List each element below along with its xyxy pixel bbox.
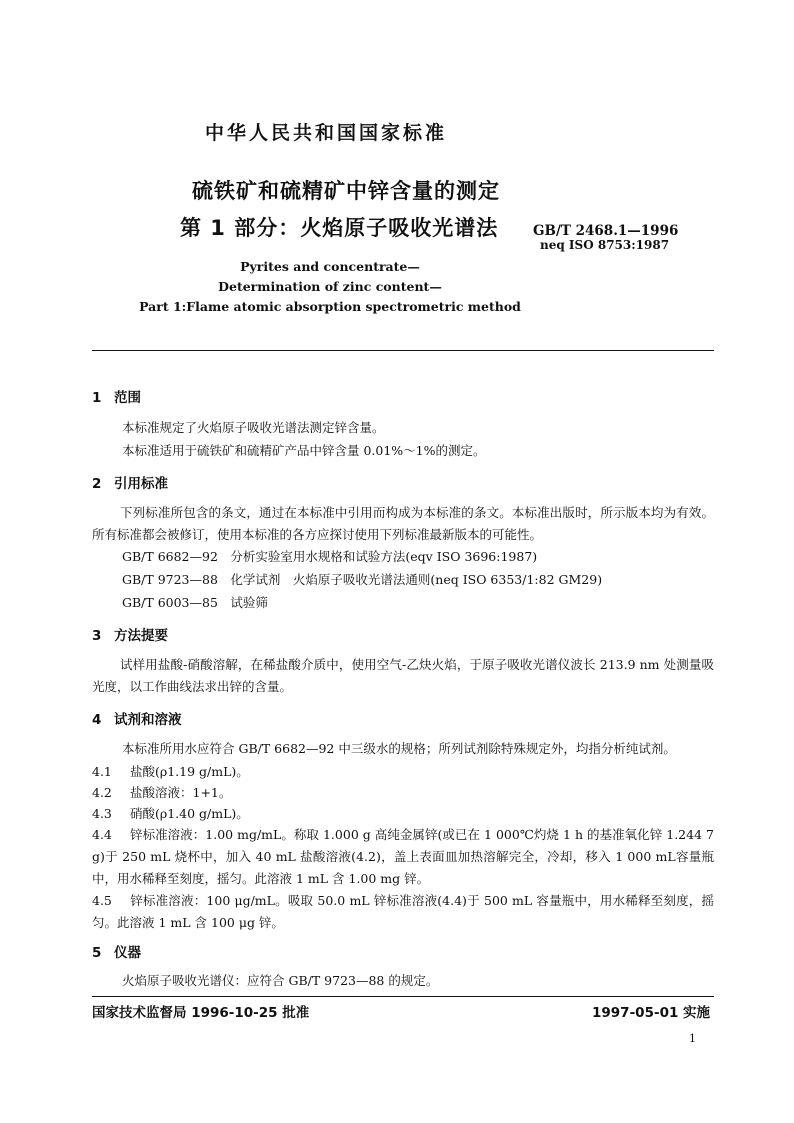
approval-date: 国家技术监督局 1996-10-25 批准 — [92, 1005, 310, 1021]
section-4-intro: 本标准所用水应符合 GB/T 6682—92 中三级水的规格；所列试剂除特殊规定外，均指分析纯试剂。 — [122, 741, 676, 756]
section-1-paragraph: 本标准适用于硫铁矿和硫精矿产品中锌含量 0.01%～1%的测定。 — [122, 443, 486, 458]
page-number: 1 — [689, 1032, 696, 1045]
section-number: 4 — [92, 712, 102, 728]
header-divider — [92, 350, 714, 351]
implementation-date: 1997-05-01 实施 — [592, 1005, 711, 1021]
standard-equivalence: neq ISO 8753:1987 — [540, 238, 670, 252]
reference-item: GB/T 6003—85 试验筛 — [122, 595, 268, 610]
section-title: 方法提要 — [114, 628, 168, 644]
section-5-heading — [92, 941, 141, 961]
section-title: 试剂和溶液 — [114, 712, 182, 728]
section-1-paragraph: 本标准规定了火焰原子吸收光谱法测定锌含量。 — [122, 420, 385, 435]
section-title: 仪器 — [114, 945, 141, 961]
section-5-text: 火焰原子吸收光谱仪：应符合 GB/T 9723—88 的规定。 — [122, 973, 439, 988]
reference-item: GB/T 6682—92 分析实验室用水规格和试验方法(eqv ISO 3696:1987) — [122, 549, 538, 564]
reagent-item — [92, 890, 714, 934]
reagent-item — [92, 824, 714, 890]
reagent-text: 硝酸(ρ1.40 g/mL)。 — [130, 806, 249, 821]
reagent-number: 4.2 — [92, 785, 112, 800]
reagent-text: 盐酸(ρ1.19 g/mL)。 — [130, 764, 249, 779]
reagent-item — [92, 762, 249, 780]
national-standard-heading: 中华人民共和国国家标准 — [205, 122, 448, 144]
reagent-number: 4.3 — [92, 806, 112, 821]
document-title-line1: 硫铁矿和硫精矿中锌含量的测定 — [192, 179, 500, 203]
footer-divider — [92, 996, 714, 997]
section-1-heading — [92, 386, 141, 406]
document-title-line2: 第 1 部分：火焰原子吸收光谱法 — [180, 216, 499, 240]
reagent-text: 盐酸溶液：1+1。 — [130, 785, 232, 800]
english-title-line1: Pyrites and concentrate— — [240, 259, 420, 274]
reagent-number: 4.1 — [92, 764, 112, 779]
standard-number: GB/T 2468.1—1996 — [533, 223, 679, 239]
section-number: 3 — [92, 628, 102, 644]
section-title: 引用标准 — [114, 476, 168, 492]
english-title-line3: Part 1:Flame atomic absorption spectrometric method — [139, 299, 521, 314]
reagent-text: 锌标准溶液：100 μg/mL。吸取 50.0 mL 锌标准溶液(4.4)于 500 mL 容量瓶中，用水稀释至刻度，摇匀。此溶液 1 mL 含 100 μg 锌。 — [92, 893, 714, 930]
reagent-item — [92, 804, 249, 822]
section-3-text: 试样用盐酸-硝酸溶解，在稀盐酸介质中，使用空气-乙炔火焰，于原子吸收光谱仪波长 213.9 nm 处测量吸光度，以工作曲线法求出锌的含量。 — [92, 657, 714, 694]
section-title: 范围 — [114, 390, 141, 406]
section-number: 2 — [92, 476, 102, 492]
reagent-item — [92, 783, 231, 801]
reagent-number: 4.5 — [92, 893, 112, 908]
english-title-line2: Determination of zinc content— — [218, 279, 442, 294]
section-3-heading — [92, 624, 168, 644]
section-number: 5 — [92, 945, 102, 961]
reference-item: GB/T 9723—88 化学试剂 火焰原子吸收光谱法通则(neq ISO 6353/1:82 GM29) — [122, 572, 603, 587]
section-2-heading — [92, 472, 168, 492]
reagent-text: 锌标准溶液：1.00 mg/mL。称取 1.000 g 高纯金属锌(或已在 1 000℃灼烧 1 h 的基准氧化锌 1.244 7 g)于 250 mL 烧杯中，加入 40 mL 盐酸溶液(4.2)，盖上表面皿加热溶解完全，冷却，移入 1 000 mL容量瓶中，用水稀释至刻度，摇匀。此溶液 1 mL 含 1.00 mg 锌。 — [92, 827, 714, 886]
section-4-heading — [92, 708, 182, 728]
reagent-number: 4.4 — [92, 827, 112, 842]
section-number: 1 — [92, 390, 102, 406]
section-2-intro: 下列标准所包含的条文，通过在本标准中引用而构成为本标准的条文。本标准出版时，所示版本均为有效。所有标准都会被修订，使用本标准的各方应探讨使用下列标准最新版本的可能性。 — [92, 505, 714, 542]
